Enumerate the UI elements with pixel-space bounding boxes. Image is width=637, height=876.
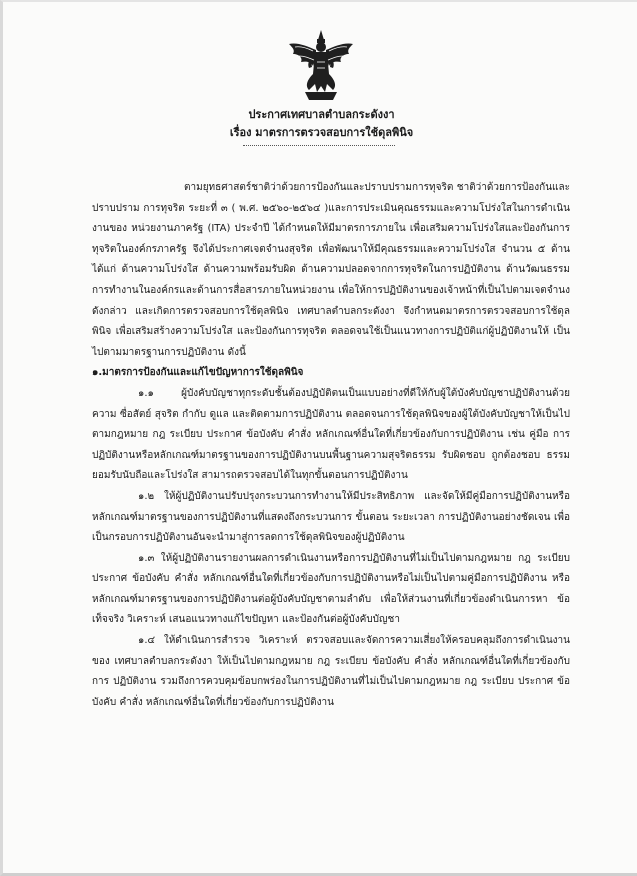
document-body (92, 178, 570, 713)
announcement-subject: เรื่อง มาตรการตรวจสอบการใช้ดุลพินิจ (229, 126, 414, 139)
item-1-1-paragraph: ๑.๑ ผู้บังคับบัญชาทุกระดับชั้นต้องปฏิบัติตนเป็นแบบอย่างที่ดีให้กับผู้ใต้บังคับบัญชาปฏิบัติงานด้วยความ ซื่อสัตย์ สุจริต กำกับ ดูแล และติดตามการปฏิบัติงาน ตลอดจนการใช้ดุลพินิจของผู้ใต้บังคับบัญชาให้เป็นไป ตามกฎหมาย กฎ ระเบียบ ประกาศ ข้อบังคับ คำสั่ง หลักเกณฑ์อื่นใดที่เกี่ยวข้องกับการปฏิบัติงาน เช่น คู่มือ การปฏิบัติงานหรือหลักเกณฑ์มาตรฐานของการปฏิบัติงานบนพื้นฐานความสุจริตธรรม รับผิดชอบ ถูกต้องชอบ ธรรม ยอมรับนับถือและโปร่งใส สามารถตรวจสอบได้ในทุกขั้นตอนการปฏิบัติงาน (92, 387, 570, 482)
intro-paragraph: ตามยุทธศาสตร์ชาติว่าด้วยการป้องกันและปราบปรามการทุจริต ชาติว่าด้วยการป้องกันและปราบปราม การทุจริต ระยะที่ ๓ ( พ.ศ. ๒๕๖๐-๒๕๖๔ )และการประเมินคุณธรรมและความโปร่งใสในการดำเนินงานของ หน่วยงานภาครัฐ (ITA) ประจำปี ได้กำหนดให้มีมาตรการภายใน เพื่อเสริมความโปร่งใสและป้องกันการ ทุจริตในองค์กรภาครัฐ จึงได้ประกาศเจตจำนงสุจริต เพื่อพัฒนาให้มีคุณธรรมและความโปร่งใส จำนวน ๕ ด้าน ได้แก่ ด้านความโปร่งใส ด้านความพร้อมรับผิด ด้านความปลอดจากการทุจริตในการปฏิบัติงาน ด้านวัฒนธรรม การทำงานในองค์กรและด้านการสื่อสารภายในหน่วยงาน เพื่อให้การปฏิบัติงานของเจ้าหน้าที่เป็นไปตามเจตจำนงดังกล่าว และเกิดการตรวจสอบการใช้ดุลพินิจ เทศบาลตำบลกระดังงา จึงกำหนดมาตรการตรวจสอบการใช้ดุล พินิจ เพื่อเสริมสร้างความโปร่งใส และป้องกันการทุจริต ตลอดจนใช้เป็นแนวทางการปฏิบัติแก่ผู้ปฏิบัติงานให้ เป็นไปตามมาตรฐานการปฏิบัติงาน ดังนี้ (92, 182, 570, 358)
garuda-emblem-icon (285, 28, 357, 102)
item-1-4-paragraph: ๑.๔ ให้ดำเนินการสำรวจ วิเคราะห์ ตรวจสอบและจัดการความเสี่ยงให้ครอบคลุมถึงการดำเนินงานของ เทศบาลตำบลกระดังงา ให้เป็นไปตามกฎหมาย กฎ ระเบียบ ข้อบังคับ คำสั่ง หลักเกณฑ์อื่นใดที่เกี่ยวข้องกับการ ปฏิบัติงาน รวมถึงการควบคุมข้อบกพร่องในการปฏิบัติงานที่ไม่เป็นไปตามกฎหมาย กฎ ระเบียบ ประกาศ ข้อบังคับ คำสั่ง หลักเกณฑ์อื่นใดที่เกี่ยวข้องกับการปฏิบัติงาน (92, 635, 570, 708)
item-1-3-paragraph: ๑.๓ ให้ผู้ปฏิบัติงานรายงานผลการดำเนินงานหรือการปฏิบัติงานที่ไม่เป็นไปตามกฎหมาย กฎ ระเบียบ ประกาศ ข้อบังคับ คำสั่ง หลักเกณฑ์อื่นใดที่เกี่ยวข้องกับการปฏิบัติงานหรือไม่เป็นไปตามคู่มือการปฏิบัติงาน หรือหลักเกณฑ์มาตรฐานของการปฏิบัติงานต่อผู้บังคับบัญชาตามลำดับ เพื่อให้ส่วนงานที่เกี่ยวข้องดำเนินการหา ข้อเท็จจริง วิเคราะห์ เสนอแนวทางแก้ไขปัญหา และป้องกันต่อผู้บังคับบัญชา (92, 552, 570, 626)
section-1-title: ๑.มาตรการป้องกันและแก้ไขปัญหาการใช้ดุลพินิจ (92, 367, 304, 379)
announcement-title: ประกาศเทศบาลตำบลกระดังงา (248, 108, 395, 121)
divider-dotted-line (243, 145, 395, 146)
item-1-2-paragraph: ๑.๒ ให้ผู้ปฏิบัติงานปรับปรุงกระบวนการทำงานให้มีประสิทธิภาพ และจัดให้มีคู่มือการปฏิบัติงานหรือ หลักเกณฑ์มาตรฐานของการปฏิบัติงานที่แสดงถึงกระบวนการ ขั้นตอน ระยะเวลา การปฏิบัติงานอย่างชัดเจน เพื่อเป็นกรอบการปฏิบัติงานอันจะนำมาสู่การลดการใช้ดุลพินิจของผู้ปฏิบัติงาน (92, 490, 570, 544)
